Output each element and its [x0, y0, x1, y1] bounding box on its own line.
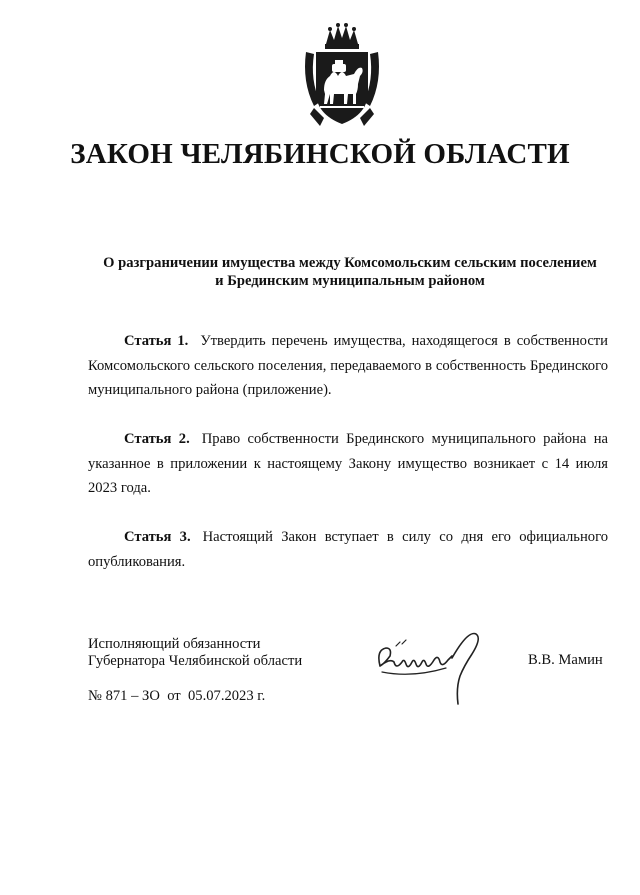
- article-1-heading: Статья 1.: [124, 333, 189, 349]
- signatory-name: В.В. Мамин: [528, 652, 603, 668]
- law-subject-line-1: О разграничении имущества между Комсомольским сельским поселением: [103, 255, 597, 271]
- article-2-heading: Статья 2.: [124, 431, 190, 447]
- law-subject: [60, 254, 640, 290]
- article-3-text: Настоящий Закон вступает в силу со дня его официального опубликования.: [88, 529, 608, 570]
- signatory-position-line-2: Губернатора Челябинской области: [88, 653, 303, 669]
- law-title: ЗАКОН ЧЕЛЯБИНСКОЙ ОБЛАСТИ: [70, 138, 570, 170]
- article-1-text: Утвердить перечень имущества, находящегося в собственности Комсомольского сельского поселения, передаваемого в собственность Брединского муниципального района (приложение).: [88, 333, 608, 398]
- article-1: [88, 329, 608, 403]
- article-2-text: Право собственности Брединского муниципального района на указанное в приложении к настоящему Закону имущество возникает с 14 июля 2023 года.: [88, 431, 608, 496]
- signatory-position: [88, 636, 302, 670]
- law-subject-line-2: и Брединским муниципальным районом: [215, 273, 485, 289]
- law-registration-number: № 871 – ЗО от 05.07.2023 г.: [88, 688, 266, 704]
- handwritten-signature-icon: [372, 624, 498, 706]
- coat-of-arms-icon: [300, 22, 384, 130]
- article-2: [88, 427, 608, 501]
- article-3: [88, 525, 608, 574]
- signatory-position-line-1: Исполняющий обязанности: [88, 636, 261, 652]
- article-3-heading: Статья 3.: [124, 529, 191, 545]
